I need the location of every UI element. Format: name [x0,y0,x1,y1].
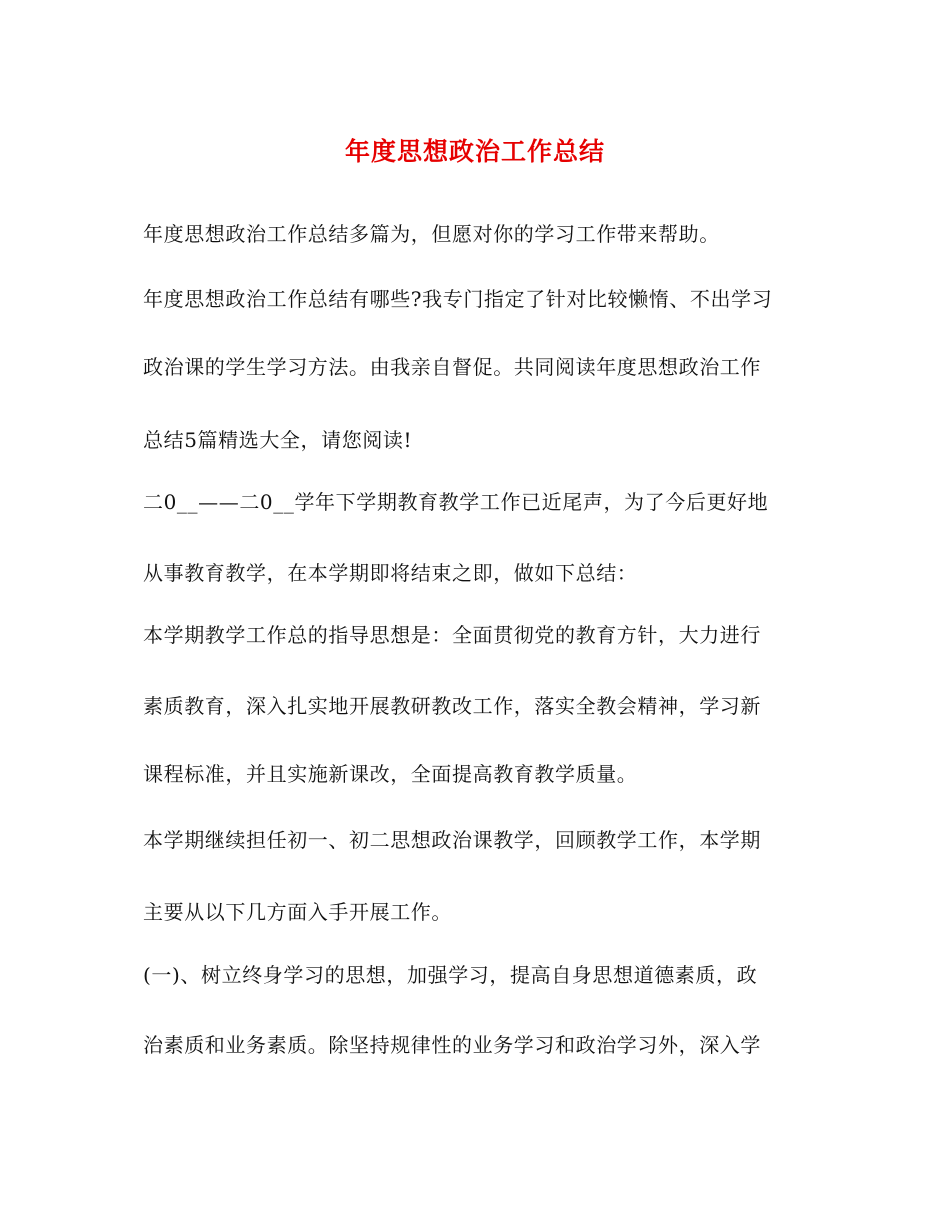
paragraph-line: 二0__——二0__学年下学期教育教学工作已近尾声，为了今后更好地 [143,490,769,514]
paragraph-line: 从事教育教学，在本学期即将结束之即，做如下总结： [143,561,638,585]
paragraph-line: 政治课的学生学习方法。由我亲自督促。共同阅读年度思想政治工作 [143,355,761,379]
paragraph-line: 本学期教学工作总的指导思想是：全面贯彻党的教育方针，大力进行 [143,623,761,647]
paragraph-line: 主要从以下几方面入手开展工作。 [143,900,452,924]
paragraph-line: 总结5篇精选大全，请您阅读! [143,428,413,452]
paragraph-line: 年度思想政治工作总结多篇为，但愿对你的学习工作带来帮助。 [143,222,720,246]
paragraph-line: 素质教育，深入扎实地开展教研教改工作，落实全教会精神，学习新 [143,694,761,718]
paragraph-line: 治素质和业务素质。除坚持规律性的业务学习和政治学习外，深入学 [143,1033,761,1057]
paragraph-line: (一)、树立终身学习的思想，加强学习，提高自身思想道德素质，政 [143,963,758,987]
paragraph-line: 年度思想政治工作总结有哪些?我专门指定了针对比较懒惰、不出学习 [143,287,773,311]
paragraph-line: 课程标准，并且实施新课改，全面提高教育教学质量。 [143,762,638,786]
paragraph-line: 本学期继续担任初一、初二思想政治课教学，回顾教学工作，本学期 [143,828,761,852]
document-title: 年度思想政治工作总结 [344,137,605,166]
